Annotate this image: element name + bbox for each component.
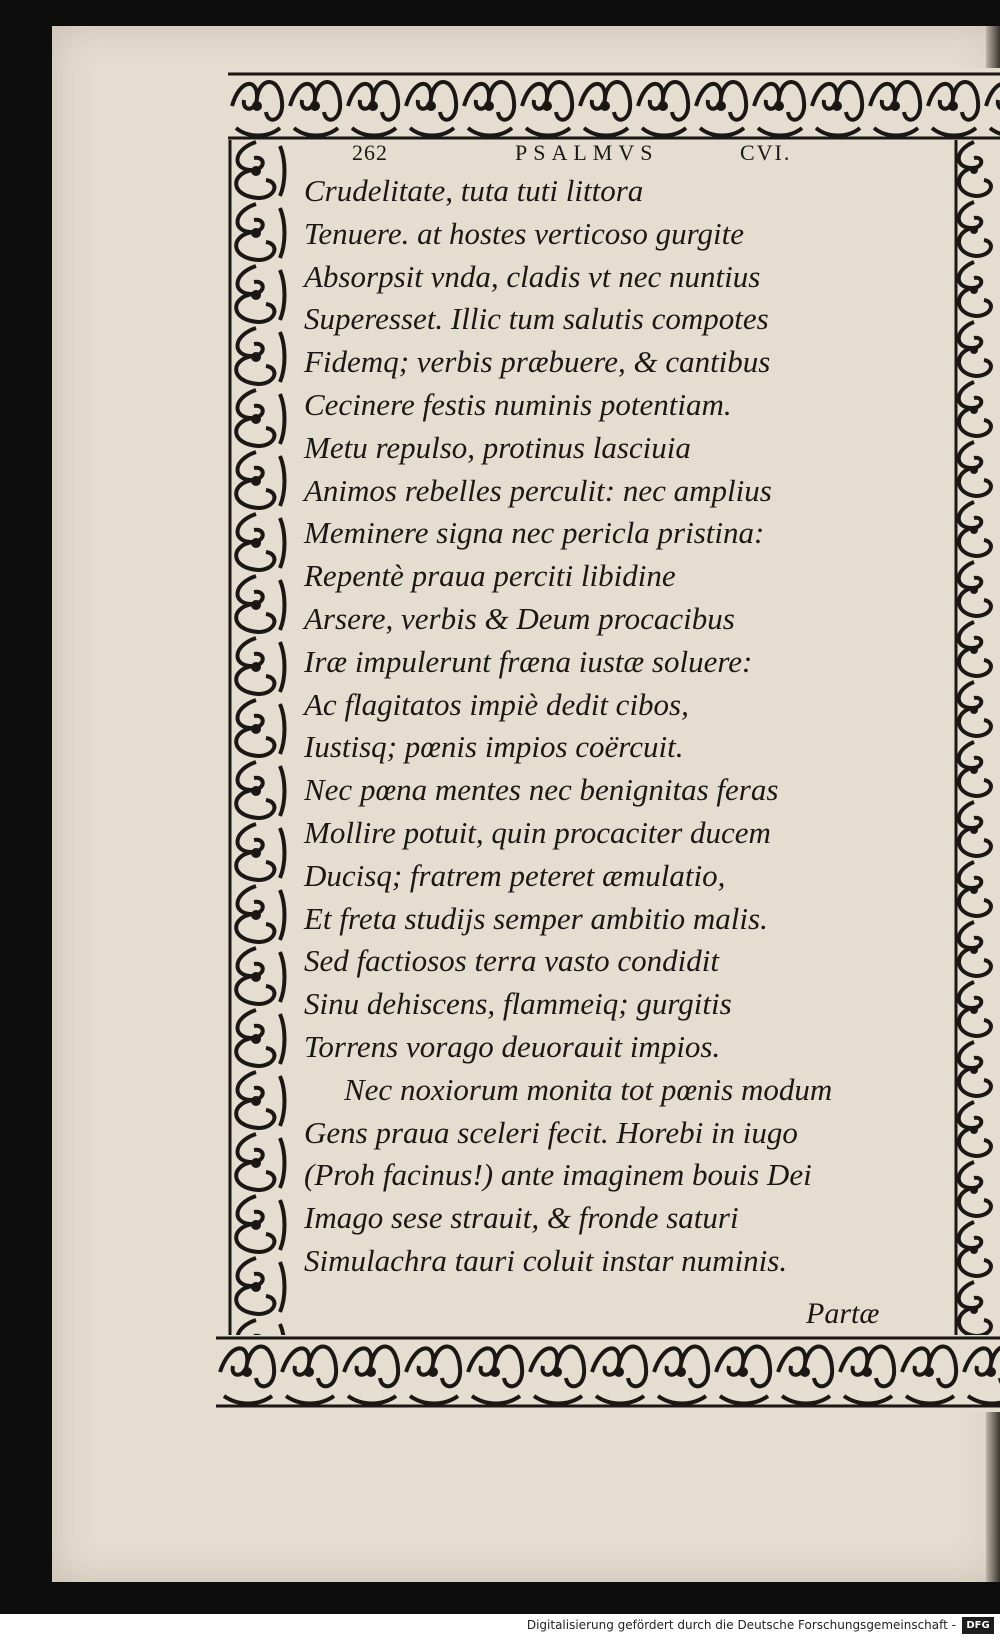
text-line: Meminere signa nec pericla pristina: (304, 515, 765, 551)
ornamental-border-bottom (216, 1330, 1000, 1412)
text-line: Animos rebelles perculit: nec amplius (304, 472, 772, 508)
text-line: Sed factiosos terra vasto condidit (304, 943, 720, 979)
text-line: Sinu dehiscens, flammeiq; gurgitis (304, 986, 732, 1022)
poem-text (304, 170, 924, 1283)
page-number: 262 (352, 140, 388, 165)
catchword: Partæ (806, 1297, 880, 1330)
psalm-number: CVI. (740, 140, 792, 165)
text-line: Iræ impulerunt fræna iustæ soluere: (304, 643, 753, 679)
ornamental-border-left (224, 140, 288, 1335)
footer-bar (0, 1614, 1000, 1639)
text-line: Torrens vorago deuorauit impios. (304, 1028, 721, 1064)
text-line: Repentè praua perciti libidine (304, 558, 676, 594)
text-line: Gens praua sceleri fecit. Horebi in iugo (304, 1114, 798, 1150)
text-line: (Proh facinus!) ante imaginem bouis Dei (304, 1157, 812, 1193)
text-line: Ducisq; fratrem peteret æmulatio, (304, 857, 726, 893)
text-line: Crudelitate, tuta tuti littora (304, 173, 644, 208)
text-line: Ac flagitatos impiè dedit cibos, (304, 686, 689, 722)
ornamental-border-top (228, 68, 1000, 144)
text-line: Arsere, verbis & Deum procacibus (304, 600, 735, 636)
text-line: Mollire potuit, quin procaciter ducem (304, 814, 771, 850)
ornamental-border-right (950, 140, 1000, 1335)
text-line-indented: Nec noxiorum monita tot pœnis modum (344, 1071, 833, 1107)
text-line: Fidemq; verbis præbuere, & cantibus (304, 344, 771, 380)
running-title: PSALMVS (515, 140, 659, 165)
dfg-logo: DFG (962, 1617, 994, 1634)
text-line: Imago sese strauit, & fronde saturi (304, 1200, 739, 1236)
text-line: Iustisq; pœnis impios coërcuit. (304, 729, 684, 765)
text-line: Absorpsit vnda, cladis vt nec nuntius (304, 258, 761, 294)
text-line: Cecinere festis numinis potentiam. (304, 386, 732, 422)
funding-credit: Digitalisierung gefördert durch die Deutsche Forschungsgemeinschaft - (526, 1618, 956, 1632)
text-line: Superesset. Illic tum salutis compotes (304, 301, 769, 337)
text-line: Simulachra tauri coluit instar numinis. (304, 1242, 788, 1278)
text-line: Tenuere. at hostes verticoso gurgite (304, 215, 744, 251)
text-line: Et freta studijs semper ambitio malis. (304, 900, 768, 936)
text-line: Nec pœna mentes nec benignitas feras (304, 772, 779, 808)
text-line: Metu repulso, protinus lasciuia (304, 429, 691, 465)
